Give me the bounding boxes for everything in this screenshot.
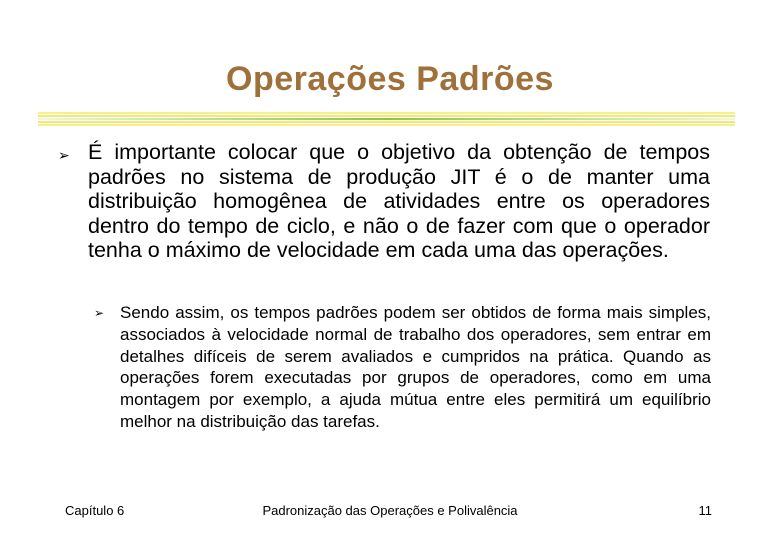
arrowhead-bullet-icon: ➢ bbox=[58, 147, 70, 163]
footer-chapter: Capítulo 6 bbox=[65, 503, 125, 518]
title-divider bbox=[38, 112, 735, 126]
main-bullet bbox=[58, 140, 710, 263]
arrowhead-bullet-icon: ➢ bbox=[94, 306, 105, 320]
footer-page-number: 11 bbox=[698, 503, 712, 518]
main-bullet-text: É importante colocar que o objetivo da obtenção de tempos padrões no sistema de produção JIT é o de manter uma distribuição homogênea de atividades entre os operadores dentro do tempo de ciclo, e não o de fazer com que o operador tenha o máximo de velocidade em cada uma das operações. bbox=[88, 140, 710, 262]
sub-bullet bbox=[94, 302, 711, 433]
sub-bullet-text: Sendo assim, os tempos padrões podem ser obtidos de forma mais simples, associados à velocidade normal de trabalho dos operadores, sem entrar em detalhes difíceis de serem avaliados e cumpridos na prática. Quando as operações forem executadas por grupos de operadores, como em uma montagem por exemplo, a ajuda mútua entre eles permitirá um equilíbrio melhor na distribuição das tarefas. bbox=[120, 303, 711, 431]
footer-subject: Padronização das Operações e Polivalência bbox=[262, 503, 518, 518]
slide-title: Operações Padrões bbox=[226, 60, 554, 98]
